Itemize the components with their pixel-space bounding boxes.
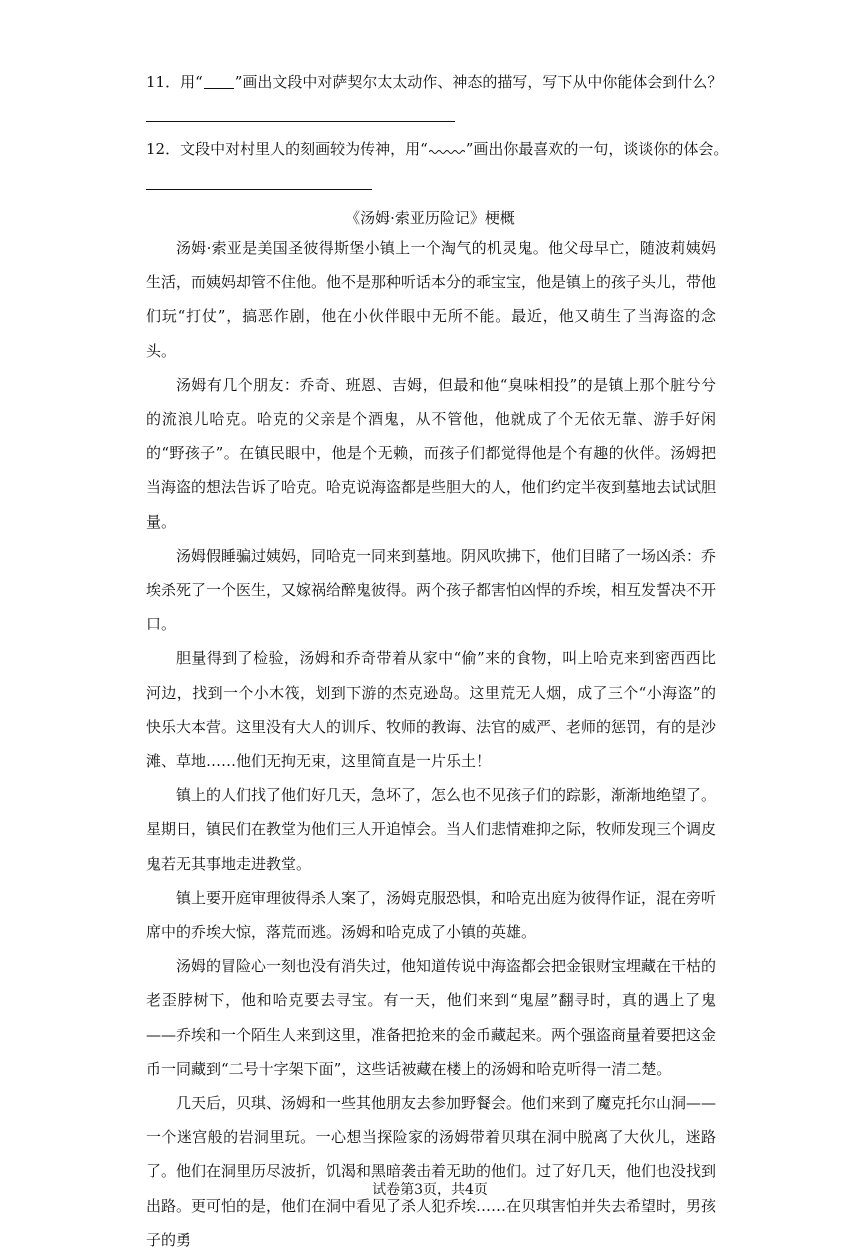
answer-line-11[interactable] [146, 121, 455, 122]
question-text-after: ”画出文段中对萨契尔太太动作、神态的描写，写下从中你能体会到什么？ [234, 73, 723, 91]
question-number: 12． [146, 140, 181, 158]
answer-line-12[interactable] [146, 189, 372, 190]
article-paragraph: 胆量得到了检验，汤姆和乔奇带着从家中“偷”来的食物，叫上哈克来到密西西比河边，找到一个小木筏，划到下游的杰克逊岛。这里荒无人烟，成了三个“小海盗”的快乐大本营。这里没有大人的训斥、牧师的教诲、法官的威严、老师的惩罚，有的是沙滩、草地……他们无拘无束，这里简直是一片乐土！ [146, 649, 717, 771]
wavy-underline-mark [429, 149, 465, 155]
question-text-before: 文段中对村里人的刻画较为传神，用“ [180, 140, 428, 158]
article-paragraph: 汤姆的冒险心一刻也没有消失过，他知道传说中海盗都会把金银财宝埋藏在干枯的老歪脖树下，他和哈克要去寻宝。有一天，他们来到“鬼屋”翻寻时，真的遇上了鬼——乔埃和一个陌生人来到这里，准备把抢来的金币藏起来。两个强盗商量着要把这金币一同藏到“二号十字架下面”，这些话被藏在楼上的汤姆和哈克听得一清二楚。 [146, 957, 717, 1078]
article-paragraph: 汤姆假睡骗过姨妈，同哈克一同来到墓地。阴风吹拂下，他们目睹了一场凶杀：乔埃杀死了一个医生，又嫁祸给醉鬼彼得。两个孩子都害怕凶悍的乔埃，相互发誓决不开口。 [146, 546, 717, 634]
question-number: 11． [146, 73, 181, 91]
article-paragraph: 汤姆有几个朋友：乔奇、班恩、吉姆，但最和他“臭味相投”的是镇上那个脏兮兮的流浪儿哈克。哈克的父亲是个酒鬼，从不管他，他就成了个无依无靠、游手好闲的“野孩子”。在镇民眼中，他是个无赖，而孩子们都觉得他是个有趣的伙伴。汤姆把当海盗的想法告诉了哈克。哈克说海盗都是些胆大的人，他们约定半夜到墓地去试试胆量。 [146, 375, 717, 531]
article-paragraph: 镇上要开庭审理彼得杀人案了，汤姆克服恐惧，和哈克出庭为彼得作证，混在旁听席中的乔埃大惊，落荒而逃。汤姆和哈克成了小镇的英雄。 [146, 888, 717, 942]
article-paragraph: 几天后，贝琪、汤姆和一些其他朋友去参加野餐会。他们来到了魔克托尔山洞——一个迷宫般的岩洞里玩。一心想当探险家的汤姆带着贝琪在洞中脱离了大伙儿，迷路了。他们在洞里历尽波折，饥渴和黑暗袭击着无助的他们。过了好几天，他们也没找到出路。更可怕的是，他们在洞中看见了杀人犯乔埃……在贝琪害怕并失去希望时，男孩子的勇 [146, 1094, 717, 1249]
article-body [146, 231, 716, 1257]
straight-underline-mark [204, 88, 234, 89]
question-text-after: ”画出你最喜欢的一句，谈谈你的体会。 [465, 140, 729, 158]
article-paragraph: 镇上的人们找了他们好几天，急坏了，怎么也不见孩子们的踪影，渐渐地绝望了。星期日，镇民们在教堂为他们三人开追悼会。当人们悲情难抑之际，牧师发现三个调皮鬼若无其事地走进教堂。 [146, 786, 717, 873]
question-text-before: 用“ [180, 73, 203, 91]
page-footer: 试卷第3页，共4页 [372, 1182, 488, 1198]
article-title: 《汤姆·索亚历险记》梗概 [345, 209, 515, 227]
question-12 [146, 138, 729, 160]
question-11 [146, 71, 726, 93]
article-paragraph: 汤姆·索亚是美国圣彼得斯堡小镇上一个淘气的机灵鬼。他父母早亡，随波莉姨妈生活，而姨妈却管不住他。他不是那种听话本分的乖宝宝，他是镇上的孩子头儿，带他们玩“打仗”，搞恶作剧，他在小伙伴眼中无所不能。最近，他又萌生了当海盗的念头。 [146, 239, 717, 360]
